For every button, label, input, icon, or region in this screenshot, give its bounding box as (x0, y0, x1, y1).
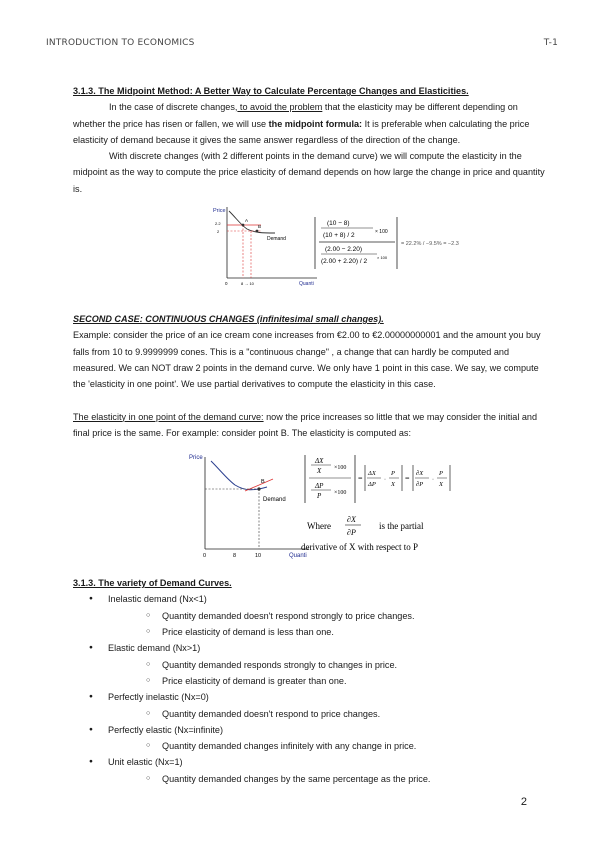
formula2-px-b: ∂X (347, 515, 356, 525)
demand-type-item (89, 754, 551, 787)
demand-type-detail: ○ Quantity demanded responds strongly to changes in price. (146, 657, 551, 673)
formula1-den-top: (2.00 − 2.20) (325, 246, 363, 254)
page-number: 2 (520, 796, 527, 808)
graph2-label-b: B (261, 479, 265, 486)
midpoint-demand-graph (213, 203, 323, 295)
underlined-heading: The elasticity in one point of the demand curve: (73, 411, 264, 422)
formula2-pp-b: ∂P (347, 528, 356, 538)
formula2-x100-a: ×100 (334, 465, 347, 472)
point-elasticity-formula (301, 449, 501, 571)
graph1-x-label: Quanti (299, 281, 314, 288)
graph2-y-label: Price (189, 455, 203, 462)
demand-type-sublist (108, 738, 551, 754)
formula1-num-top: (10 − 8) (327, 220, 350, 228)
demand-type-detail: ○ Quantity demanded changes infinitely with any change in price. (146, 738, 551, 754)
graph1-point-b (256, 230, 259, 233)
midpoint-figure (73, 203, 551, 295)
demand-type-label: Elastic demand (Nx>1) (108, 643, 201, 654)
text-run: now the price increases so little that we may consider the initial and final price is the same. For example: consider point B. The elasticity is computed as: (73, 411, 538, 438)
graph2-x-label: Quanti (289, 553, 307, 560)
graph2-curve-label: Demand (263, 497, 286, 504)
demand-type-sublist (108, 657, 551, 690)
graph2-x-tick-10: 10 (255, 553, 262, 560)
running-header-code: T-1 (543, 38, 558, 48)
formula1-den-mid: (2.00 + 2.20) / 2 (321, 258, 368, 266)
formula2-p-c: P (439, 470, 443, 478)
paragraph-continuous-example: Example: consider the price of an ice cream cone increases from €2.00 to €2.00000000001 and the amount you buy falls from 10 to 9.9999999 cones. This is a "continuous change" , a change that can hardly be computed and measured. We can NOT draw 2 points in the demand curve. We only have 1 point in this case. We say, we compute the 'elasticity in one point'. We use partial derivatives to compute the elasticity in this case. (73, 330, 541, 390)
formula2-derivative: derivative of X with respect to P (301, 542, 418, 553)
demand-type-label: Perfectly elastic (Nx=infinite) (108, 724, 223, 735)
formula1-times1: × 100 (375, 229, 388, 236)
paragraph-discrete-changes: With discrete changes (with 2 different points in the demand curve) we will compute the elasticity in the midpoint as the way to compute the price elasticity of demand depends on how large the change in price and quantity is. (73, 151, 545, 194)
graph1-x-ticks: 8 → 10 (241, 281, 254, 287)
section-demand-curves-title: 3.1.3. The variety of Demand Curves. (73, 578, 232, 589)
formula2-x100-b: ×100 (334, 490, 347, 497)
demand-curve-list (73, 591, 551, 787)
formula1-num-mid: (10 + 8) / 2 (323, 232, 355, 240)
graph2-x-tick-8: 8 (233, 553, 237, 560)
bold-phrase: the midpoint formula: (268, 118, 363, 129)
formula2-x-b: X (391, 481, 395, 489)
formula2-p-a: P (317, 492, 322, 501)
demand-type-detail: ○ Quantity demanded doesn't respond strongly to price changes. (146, 608, 551, 624)
formula2-equals-1: = (358, 474, 363, 484)
graph1-point-a (242, 224, 245, 227)
demand-type-sublist (108, 608, 551, 641)
demand-type-sublist (108, 771, 551, 787)
paragraph-midpoint-intro (73, 99, 551, 148)
underlined-phrase: to avoid the problem (237, 102, 323, 113)
paragraph-point-elasticity (73, 409, 551, 442)
graph1-x-origin: 0 (225, 281, 228, 287)
point-elasticity-figure (73, 449, 551, 571)
formula2-p-b: P (391, 470, 395, 478)
demand-type-item (89, 591, 551, 640)
formula2-dp-b: ΔP (368, 481, 376, 489)
graph1-y-tick-1: 2.2 (215, 221, 221, 227)
formula2-dot-1: · (384, 477, 386, 484)
graph1-curve-label: Demand (267, 236, 286, 243)
graph2-x-origin: 0 (203, 553, 207, 560)
demand-type-item (89, 640, 551, 689)
graph2-point-b (257, 488, 260, 491)
text-run: It is preferable when calculating the price elasticity of demand because it gives the same answer regardless of the direction of the change. (73, 118, 530, 145)
formula2-is-partial: is the partial (379, 521, 424, 532)
demand-type-label: Unit elastic (Nx=1) (108, 757, 183, 768)
text-run: In the case of discrete changes, (109, 102, 238, 113)
formula2-dot-2: · (432, 477, 434, 484)
running-header-title: INTRODUCTION TO ECONOMICS (46, 38, 195, 48)
demand-type-sublist (108, 706, 551, 722)
formula1-times2: × 100 (377, 255, 388, 261)
graph1-demand-curve (229, 211, 275, 233)
section-midpoint-title: 3.1.3. The Midpoint Method: A Better Way to Calculate Percentage Changes and Elasticities. (73, 86, 469, 96)
demand-type-item (89, 689, 551, 722)
formula2-dx-a: ΔX (315, 457, 324, 466)
graph1-label-a: A (245, 218, 249, 224)
point-demand-graph (185, 449, 315, 561)
formula2-pp-a: ∂P (416, 481, 424, 489)
demand-type-item (89, 722, 551, 755)
demand-type-detail: ○ Quantity demanded changes by the same percentage as the price. (146, 771, 551, 787)
demand-type-label: Inelastic demand (Nx<1) (108, 594, 207, 605)
graph1-label-b: B (258, 224, 262, 230)
graph1-y-tick-2: 2 (217, 229, 220, 235)
formula2-equals-2: = (405, 474, 410, 484)
midpoint-formula (313, 213, 513, 287)
demand-type-detail: ○ Price elasticity of demand is greater than one. (146, 673, 551, 689)
demand-type-detail: ○ Price elasticity of demand is less than one. (146, 624, 551, 640)
text-run: that the elasticity may be different depending on whether the price has risen or fallen, we will use (73, 102, 518, 129)
section-continuous-title: SECOND CASE: CONTINUOUS CHANGES (infinitesimal small changes). (73, 314, 384, 325)
formula2-dp-a: ΔP (315, 482, 324, 491)
formula2-where: Where (307, 521, 331, 532)
formula2-dx-b: ΔX (368, 470, 376, 478)
page-body (73, 80, 551, 787)
graph1-y-label: Price (213, 208, 226, 215)
demand-type-label: Perfectly inelastic (Nx=0) (108, 692, 209, 703)
formula2-px-a: ∂X (416, 470, 424, 478)
demand-type-detail: ○ Quantity demanded doesn't respond to price changes. (146, 706, 551, 722)
formula1-result: = 22.2% / −9.5% = −2.3 (401, 241, 459, 248)
formula2-x-a: X (317, 467, 322, 476)
formula2-x-c: X (439, 481, 443, 489)
